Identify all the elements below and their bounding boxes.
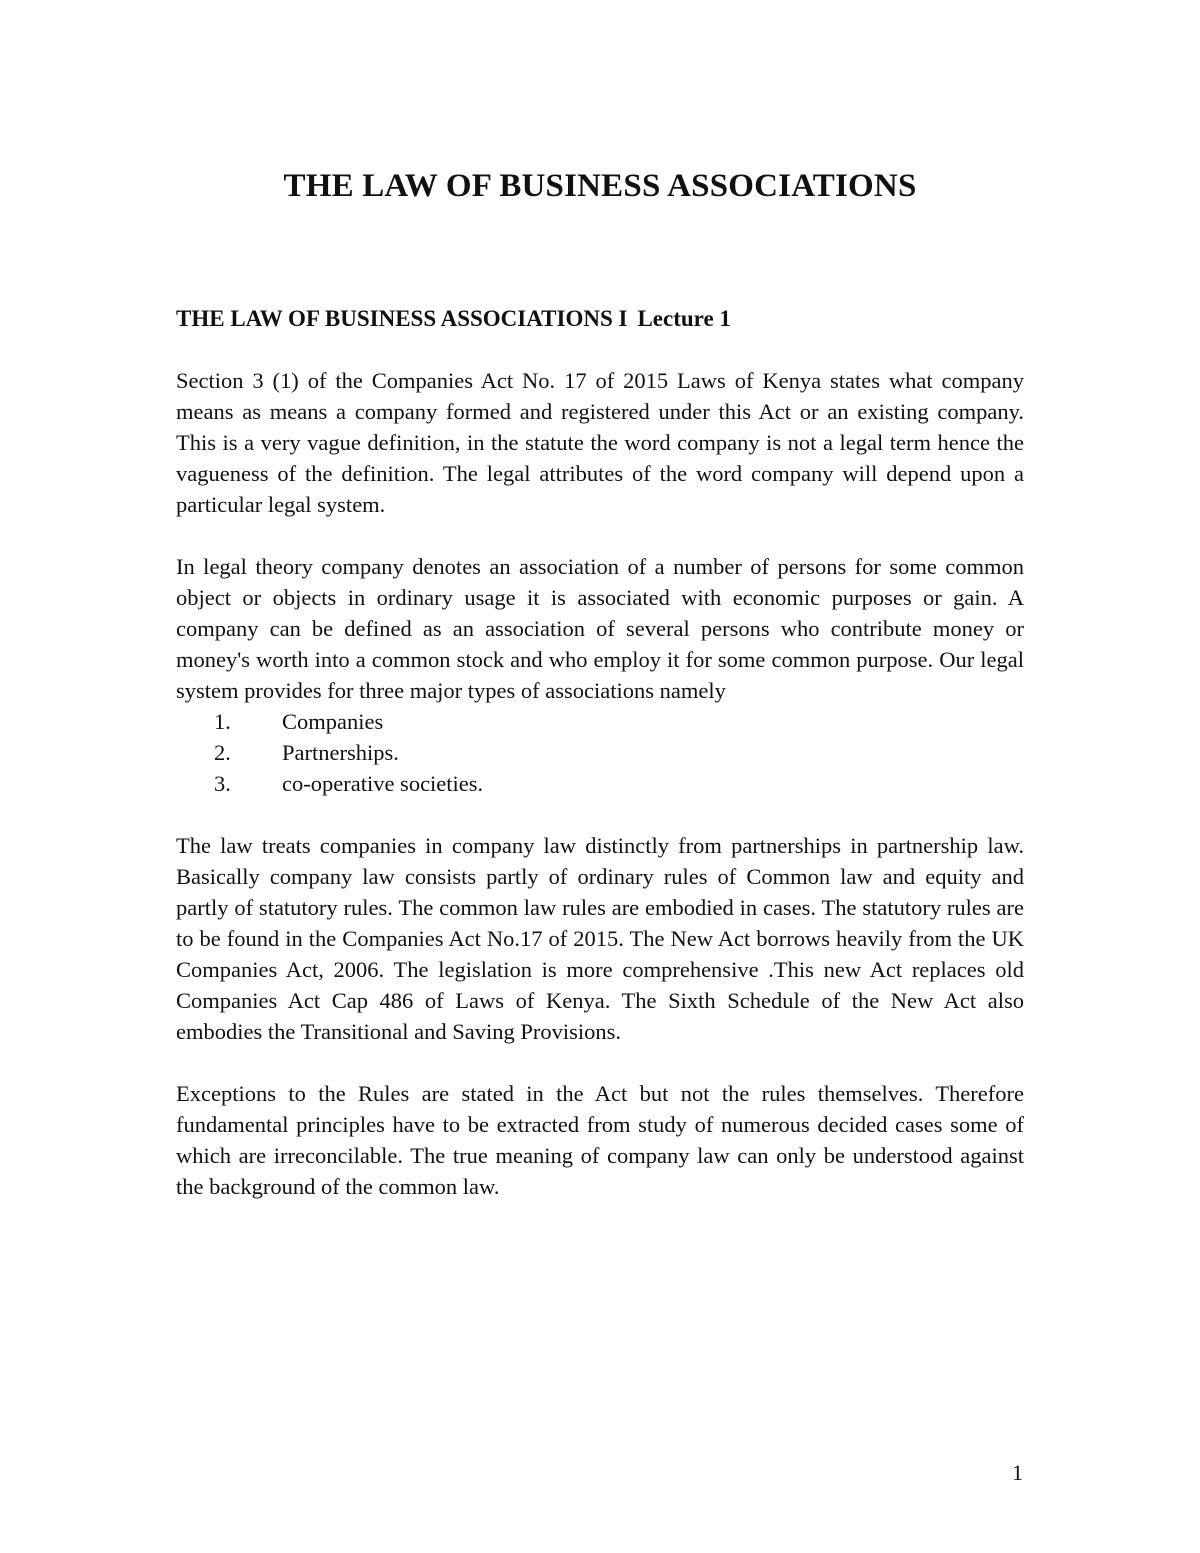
list-item	[176, 768, 1024, 799]
document-title: THE LAW OF BUSINESS ASSOCIATIONS	[283, 168, 917, 204]
paragraph-legal-theory: In legal theory company denotes an association of a number of persons for some common object or objects in ordinary usage it is associated with economic purposes or gain. A company can be defined as an association of several persons who contribute money or money's worth into a common stock and who employ it for some common purpose. Our legal system provides for three major types of associations namely	[176, 554, 1024, 703]
paragraph-company-law-sources: The law treats companies in company law distinctly from partnerships in partnership law. Basically company law consists partly of ordinary rules of Common law and equity and partly of statutory rules. The common law rules are embodied in cases. The statutory rules are to be found in the Companies Act No.17 of 2015. The New Act borrows heavily from the UK Companies Act, 2006. The legislation is more comprehensive .This new Act replaces old Companies Act Cap 486 of Laws of Kenya. The Sixth Schedule of the New Act also embodies the Transitional and Saving Provisions.	[176, 833, 1024, 1044]
list-item-label: Partnerships.	[282, 740, 399, 765]
section-heading-main: THE LAW OF BUSINESS ASSOCIATIONS I	[176, 306, 628, 331]
page-number: 1	[1012, 1460, 1023, 1485]
document-body	[176, 303, 1024, 1233]
lecture-label: Lecture 1	[637, 306, 731, 331]
list-item-number: 2.	[214, 740, 231, 765]
list-item-number: 3.	[214, 771, 231, 796]
list-item-label: Companies	[282, 709, 384, 734]
list-item	[176, 737, 1024, 768]
paragraph-company-definition: Section 3 (1) of the Companies Act No. 17 of 2015 Laws of Kenya states what company means as means a company formed and registered under this Act or an existing company. This is a very vague definition, in the statute the word company is not a legal term hence the vagueness of the definition. The legal attributes of the word company will depend upon a particular legal system.	[176, 368, 1024, 517]
association-types-list	[176, 706, 1024, 799]
section-heading	[176, 303, 1024, 334]
list-item	[176, 706, 1024, 737]
list-item-number: 1.	[214, 709, 231, 734]
paragraph-exceptions: Exceptions to the Rules are stated in the Act but not the rules themselves. Therefore fundamental principles have to be extracted from study of numerous decided cases some of which are irreconcilable. The true meaning of company law can only be understood against the background of the common law.	[176, 1081, 1024, 1199]
list-item-label: co-operative societies.	[282, 771, 484, 796]
